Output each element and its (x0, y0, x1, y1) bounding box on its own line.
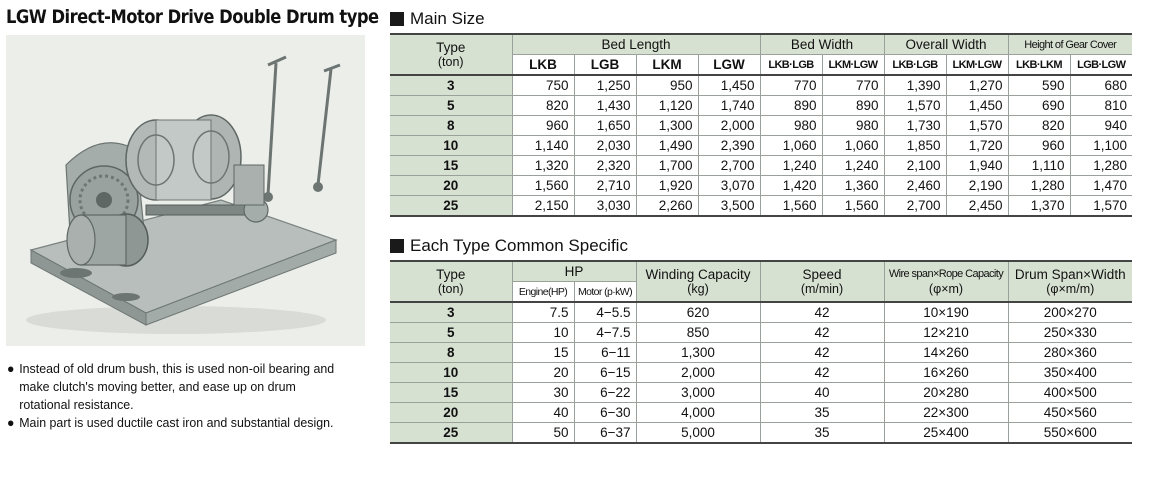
table-cell-winding: 4,000 (636, 403, 760, 423)
table-cell: 1,920 (636, 176, 698, 196)
table-cell: 1,720 (946, 136, 1008, 156)
table-row (390, 383, 1132, 403)
table-cell: 2,460 (884, 176, 946, 196)
table-cell-wire: 20×280 (884, 383, 1008, 403)
table-cell: 1,280 (1070, 156, 1132, 176)
table-cell: 1,240 (760, 156, 822, 176)
table-cell: 680 (1070, 75, 1132, 96)
table-cell: 1,390 (884, 75, 946, 96)
table-cell-speed: 35 (760, 403, 884, 423)
table-cell: 2,700 (884, 196, 946, 217)
table-cell: 1,570 (884, 96, 946, 116)
table-cell: 980 (760, 116, 822, 136)
table-row (390, 136, 1132, 156)
table-cell: 1,300 (636, 116, 698, 136)
table-cell: 2,390 (698, 136, 760, 156)
main-size-heading (390, 9, 485, 29)
speed-header: Speed (m/min) (760, 261, 884, 302)
table-cell: 820 (512, 96, 574, 116)
table-cell: 2,100 (884, 156, 946, 176)
table-cell: 1,570 (1070, 196, 1132, 217)
table-row (390, 116, 1132, 136)
table-cell: 960 (1008, 136, 1070, 156)
table-row (390, 156, 1132, 176)
table-cell: 1,370 (1008, 196, 1070, 217)
group-header-bed-width: Bed Width (760, 34, 884, 55)
table-cell: 770 (760, 75, 822, 96)
type-cell: 10 (390, 136, 512, 156)
table-cell: 1,560 (760, 196, 822, 217)
table-cell-wire: 14×260 (884, 343, 1008, 363)
table-cell: 1,470 (1070, 176, 1132, 196)
table-row (390, 96, 1132, 116)
winch-machine-illustration (6, 35, 365, 346)
table-cell: 1,060 (822, 136, 884, 156)
table-cell: 1,110 (1008, 156, 1070, 176)
table-cell: 2,150 (512, 196, 574, 217)
type-cell: 10 (390, 363, 512, 383)
table-cell-motor: 4−5.5 (574, 302, 636, 323)
square-bullet-icon (390, 12, 404, 26)
table-cell-speed: 40 (760, 383, 884, 403)
page-title: LGW Direct-Motor Drive Double Drum type (6, 6, 379, 28)
table-cell: 3,070 (698, 176, 760, 196)
table-cell: 1,700 (636, 156, 698, 176)
table-cell-speed: 42 (760, 302, 884, 323)
col-header: LGB (574, 55, 636, 76)
table-row (390, 75, 1132, 96)
table-cell: 1,570 (946, 116, 1008, 136)
table-cell: 2,710 (574, 176, 636, 196)
table-cell: 2,700 (698, 156, 760, 176)
type-cell: 8 (390, 343, 512, 363)
table-cell-wire: 25×400 (884, 423, 1008, 444)
table-cell-drum: 400×500 (1008, 383, 1132, 403)
table-cell: 1,560 (822, 196, 884, 217)
type-cell: 15 (390, 383, 512, 403)
wire-header: Wire span×Rope Capacity (φ×m) (884, 261, 1008, 302)
feature-item (7, 360, 347, 414)
col-header: LKB·LGB (884, 55, 946, 76)
type-cell: 25 (390, 423, 512, 444)
table-cell: 1,940 (946, 156, 1008, 176)
table-cell: 1,420 (760, 176, 822, 196)
drum-header: Drum Span×Width (φ×m/m) (1008, 261, 1132, 302)
table-cell-drum: 550×600 (1008, 423, 1132, 444)
table-cell: 3,500 (698, 196, 760, 217)
common-spec-heading (390, 236, 628, 256)
table-cell: 980 (822, 116, 884, 136)
type-cell: 3 (390, 302, 512, 323)
table-cell: 960 (512, 116, 574, 136)
table-cell-speed: 42 (760, 323, 884, 343)
common-spec-body (390, 302, 1132, 443)
col-header: LKB·LKM (1008, 55, 1070, 76)
table-row (390, 363, 1132, 383)
table-cell: 590 (1008, 75, 1070, 96)
table-cell-engine: 40 (512, 403, 574, 423)
table-cell-speed: 42 (760, 363, 884, 383)
table-cell: 2,030 (574, 136, 636, 156)
common-spec-table (390, 260, 1132, 444)
table-cell-drum: 450×560 (1008, 403, 1132, 423)
table-cell-winding: 620 (636, 302, 760, 323)
table-cell-engine: 30 (512, 383, 574, 403)
table-row (390, 176, 1132, 196)
group-header-gear-cover: Height of Gear Cover (1008, 34, 1132, 55)
bullet-icon: ● (7, 361, 15, 376)
table-cell: 690 (1008, 96, 1070, 116)
table-cell: 2,190 (946, 176, 1008, 196)
table-cell: 1,450 (946, 96, 1008, 116)
table-cell-motor: 6−30 (574, 403, 636, 423)
main-size-table (390, 33, 1132, 217)
table-cell-drum: 280×360 (1008, 343, 1132, 363)
table-row (390, 196, 1132, 217)
common-spec-title: Each Type Common Specific (410, 236, 628, 255)
table-cell: 2,260 (636, 196, 698, 217)
table-cell: 1,560 (512, 176, 574, 196)
table-cell: 770 (822, 75, 884, 96)
table-cell-wire: 22×300 (884, 403, 1008, 423)
table-cell-winding: 1,300 (636, 343, 760, 363)
table-row (390, 323, 1132, 343)
table-cell-engine: 15 (512, 343, 574, 363)
col-header: LKM·LGW (822, 55, 884, 76)
type-cell: 5 (390, 323, 512, 343)
table-cell: 1,740 (698, 96, 760, 116)
table-cell-engine: 7.5 (512, 302, 574, 323)
feature-text: Main part is used ductile cast iron and substantial design. (19, 415, 334, 430)
col-header: LKB·LGB (760, 55, 822, 76)
main-size-title: Main Size (410, 9, 485, 28)
type-cell: 20 (390, 176, 512, 196)
table-cell: 1,430 (574, 96, 636, 116)
engine-subheader: Engine(HP) (512, 282, 574, 303)
table-cell-drum: 200×270 (1008, 302, 1132, 323)
table-cell-drum: 350×400 (1008, 363, 1132, 383)
table-cell: 1,240 (822, 156, 884, 176)
table-cell-wire: 12×210 (884, 323, 1008, 343)
table-cell: 750 (512, 75, 574, 96)
table-cell-wire: 10×190 (884, 302, 1008, 323)
table-cell: 2,000 (698, 116, 760, 136)
type-cell: 5 (390, 96, 512, 116)
table-cell-winding: 850 (636, 323, 760, 343)
type-cell: 15 (390, 156, 512, 176)
table-row (390, 403, 1132, 423)
bullet-icon: ● (7, 415, 15, 430)
group-header-overall-width: Overall Width (884, 34, 1008, 55)
table-cell-speed: 35 (760, 423, 884, 444)
table-cell: 890 (822, 96, 884, 116)
table-cell: 1,320 (512, 156, 574, 176)
motor-subheader: Motor (p·kW) (574, 282, 636, 303)
group-header-bed-length: Bed Length (512, 34, 760, 55)
table-cell-winding: 3,000 (636, 383, 760, 403)
table-cell-drum: 250×330 (1008, 323, 1132, 343)
table-cell: 810 (1070, 96, 1132, 116)
type-cell: 20 (390, 403, 512, 423)
table-cell-speed: 42 (760, 343, 884, 363)
table-cell: 820 (1008, 116, 1070, 136)
hp-header: HP (512, 261, 636, 282)
col-header: LKB (512, 55, 574, 76)
table-cell: 950 (636, 75, 698, 96)
table-cell: 1,140 (512, 136, 574, 156)
type-cell: 25 (390, 196, 512, 217)
table-cell-motor: 6−11 (574, 343, 636, 363)
table-cell: 1,360 (822, 176, 884, 196)
table-cell: 1,490 (636, 136, 698, 156)
type-header: Type (ton) (390, 261, 512, 302)
table-cell: 1,650 (574, 116, 636, 136)
table-cell-engine: 20 (512, 363, 574, 383)
table-cell-wire: 16×260 (884, 363, 1008, 383)
table-cell: 1,120 (636, 96, 698, 116)
table-cell: 1,060 (760, 136, 822, 156)
type-cell: 3 (390, 75, 512, 96)
col-header: LGB·LGW (1070, 55, 1132, 76)
table-row (390, 343, 1132, 363)
table-cell: 1,730 (884, 116, 946, 136)
winding-header: Winding Capacity (kg) (636, 261, 760, 302)
type-cell: 8 (390, 116, 512, 136)
table-cell-engine: 10 (512, 323, 574, 343)
table-cell: 890 (760, 96, 822, 116)
table-cell-motor: 6−15 (574, 363, 636, 383)
col-header: LGW (698, 55, 760, 76)
table-cell: 1,850 (884, 136, 946, 156)
table-cell-motor: 6−37 (574, 423, 636, 444)
winch-photo (6, 35, 365, 346)
table-cell: 2,320 (574, 156, 636, 176)
table-cell-engine: 50 (512, 423, 574, 444)
table-cell-motor: 4−7.5 (574, 323, 636, 343)
table-row (390, 423, 1132, 444)
table-cell: 1,270 (946, 75, 1008, 96)
square-bullet-icon (390, 239, 404, 253)
main-size-body (390, 75, 1132, 216)
table-cell: 1,250 (574, 75, 636, 96)
table-cell: 940 (1070, 116, 1132, 136)
feature-text: Instead of old drum bush, this is used non-oil bearing and make clutch's moving better, and ease up on drum rotational resistance. (19, 361, 335, 412)
table-cell: 1,100 (1070, 136, 1132, 156)
table-cell-winding: 5,000 (636, 423, 760, 444)
col-header: LKM·LGW (946, 55, 1008, 76)
table-cell-winding: 2,000 (636, 363, 760, 383)
table-cell: 2,450 (946, 196, 1008, 217)
feature-list (7, 360, 347, 432)
feature-item (7, 414, 347, 432)
table-cell: 3,030 (574, 196, 636, 217)
table-row (390, 302, 1132, 323)
table-cell: 1,450 (698, 75, 760, 96)
table-cell-motor: 6−22 (574, 383, 636, 403)
type-header: Type (ton) (390, 34, 512, 75)
col-header: LKM (636, 55, 698, 76)
table-cell: 1,280 (1008, 176, 1070, 196)
